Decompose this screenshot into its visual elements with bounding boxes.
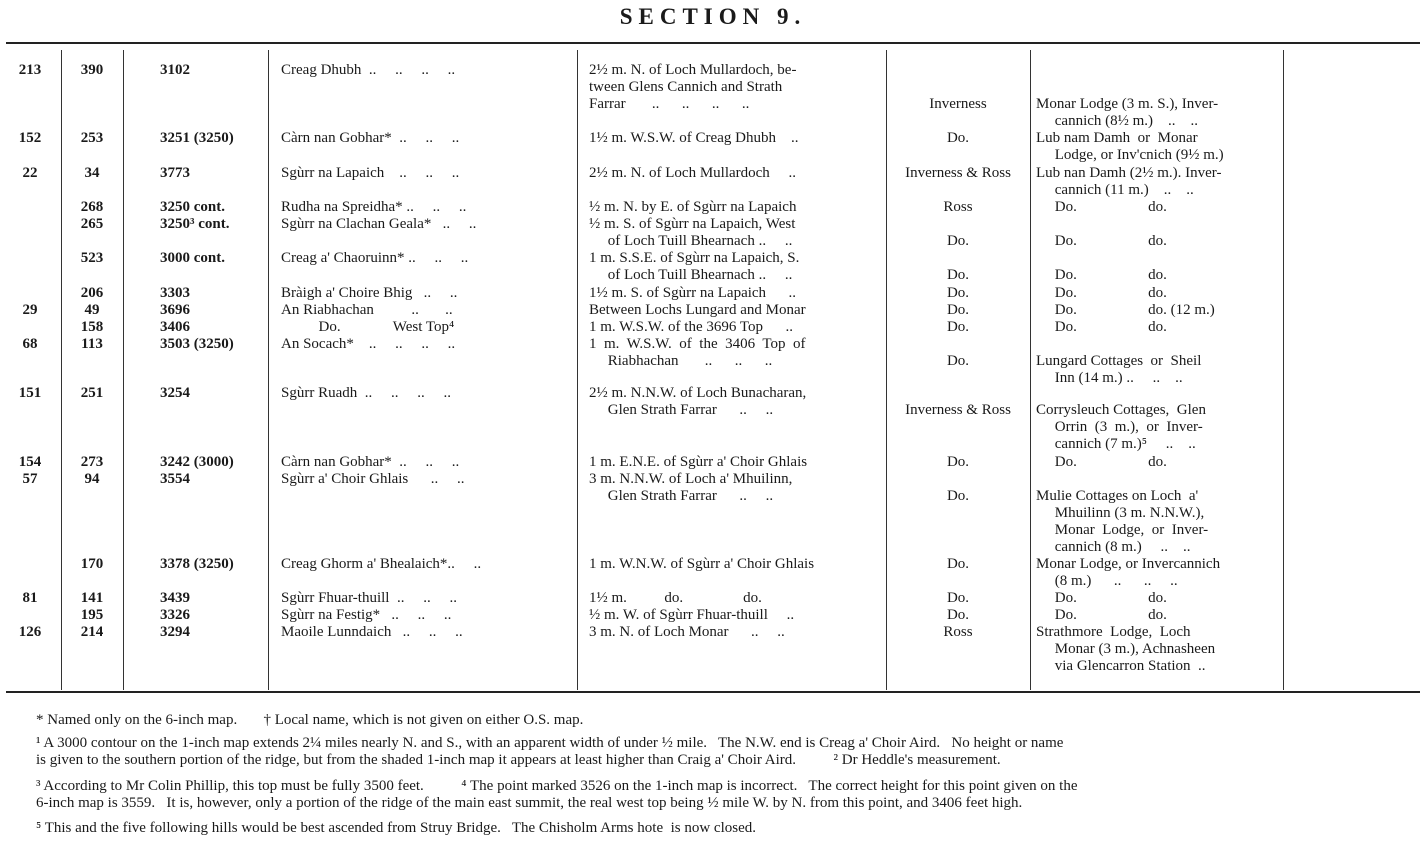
order-number: 113 [81, 336, 103, 352]
order-number: 141 [80, 590, 104, 606]
position-line: Glen Strath Farrar .. .. [589, 488, 774, 504]
height: 3000 cont. [160, 250, 225, 266]
order-number: 390 [80, 62, 104, 78]
section-number: 68 [22, 336, 38, 352]
county: Do. [946, 267, 970, 283]
county: Do. [946, 319, 970, 335]
order-number: 195 [80, 607, 104, 623]
height: 3102 [160, 62, 190, 78]
county: Do. [946, 233, 970, 249]
county: Do. [946, 130, 970, 146]
hill-name: Sgùrr na Lapaich .. .. .. [281, 165, 460, 181]
ascent-base-line: cannich (11 m.) .. .. [1036, 182, 1194, 198]
height: 3250 cont. [160, 199, 225, 215]
county: Do. [946, 556, 970, 572]
position-line: 1½ m. S. of Sgùrr na Lapaich .. [589, 285, 797, 301]
footnote: 6-inch map is 3559. It is, however, only a portion of the ridge of the main east summit, the real west top being ½ mile W. by N. from this point, and 3406 feet high. [36, 795, 1023, 811]
height: 3378 (3250) [160, 556, 234, 572]
position-line: 2½ m. N.N.W. of Loch Bunacharan, [589, 385, 807, 401]
height: 3773 [160, 165, 190, 181]
height: 3294 [160, 624, 190, 640]
hill-name: Sgùrr Fhuar-thuill .. .. .. [281, 590, 457, 606]
hill-name: Creag Ghorm a' Bhealaich*.. .. [281, 556, 482, 572]
position-line: 1½ m. do. do. [589, 590, 762, 606]
position-line: ½ m. N. by E. of Sgùrr na Lapaich [589, 199, 797, 215]
footnote: is given to the southern portion of the ridge, but from the shaded 1-inch map it appears at least higher than Craig a' Choir Aird. ² Dr Heddle's measurement. [36, 752, 1001, 768]
section-number: 126 [18, 624, 42, 640]
county: Ross [943, 624, 973, 640]
height: 3554 [160, 471, 190, 487]
order-number: 251 [80, 385, 104, 401]
position-line: of Loch Tuill Bhearnach .. .. [589, 267, 793, 283]
hill-name: Creag a' Chaoruinn* .. .. .. [281, 250, 469, 266]
position-line: 1 m. S.S.E. of Sgùrr na Lapaich, S. [589, 250, 800, 266]
section-number: 22 [22, 165, 38, 181]
section-number: 57 [22, 471, 38, 487]
ascent-base-line: Lub nam Damh or Monar [1036, 130, 1198, 146]
footnote: ³ According to Mr Colin Phillip, this top must be fully 3500 feet. ⁴ The point marked 3526 on the 1-inch map is incorrect. The correct height for this point given on the [36, 778, 1078, 794]
county: Do. [946, 302, 970, 318]
column-separator [1283, 50, 1284, 690]
height: 3250³ cont. [160, 216, 230, 232]
county: Inverness & Ross [905, 402, 1011, 418]
hill-name: Creag Dhubh .. .. .. .. [281, 62, 456, 78]
height: 3406 [160, 319, 190, 335]
hill-name: An Socach* .. .. .. .. [281, 336, 456, 352]
ascent-base-line: Do. do. [1036, 590, 1167, 606]
order-number: 265 [80, 216, 104, 232]
position-line: 1 m. E.N.E. of Sgùrr a' Choir Ghlais [589, 454, 808, 470]
height: 3503 (3250) [160, 336, 234, 352]
top-rule [6, 42, 1420, 44]
section-number: 152 [18, 130, 42, 146]
hill-name: Do. West Top⁴ [281, 319, 455, 335]
position-line: 1 m. W.S.W. of the 3406 Top of [589, 336, 806, 352]
ascent-base-line: cannich (7 m.)⁵ .. .. [1036, 436, 1196, 452]
order-number: 94 [84, 471, 100, 487]
position-line: 1½ m. W.S.W. of Creag Dhubh .. [589, 130, 799, 146]
ascent-base-line: Do. do. [1036, 267, 1167, 283]
column-separator [1030, 50, 1031, 690]
footnote: * Named only on the 6-inch map. † Local name, which is not given on either O.S. map. [36, 712, 584, 728]
order-number: 523 [80, 250, 104, 266]
ascent-base-line: Do. do. [1036, 199, 1167, 215]
county: Do. [946, 488, 970, 504]
footnote: ⁵ This and the five following hills would be best ascended from Struy Bridge. The Chisholm Arms hote is now closed. [36, 820, 757, 836]
order-number: 49 [84, 302, 100, 318]
section-number: 151 [18, 385, 42, 401]
ascent-base-line: Do. do. (12 m.) [1036, 302, 1215, 318]
height: 3303 [160, 285, 190, 301]
county: Do. [946, 590, 970, 606]
position-line: 1 m. W.S.W. of the 3696 Top .. [589, 319, 793, 335]
county: Inverness & Ross [905, 165, 1011, 181]
ascent-base-line: Do. do. [1036, 454, 1167, 470]
height: 3439 [160, 590, 190, 606]
height: 3242 (3000) [160, 454, 234, 470]
position-line: 2½ m. N. of Loch Mullardoch, be- [589, 62, 797, 78]
position-line: of Loch Tuill Bhearnach .. .. [589, 233, 793, 249]
order-number: 253 [80, 130, 104, 146]
position-line: Glen Strath Farrar .. .. [589, 402, 774, 418]
ascent-base-line: Monar Lodge (3 m. S.), Inver- [1036, 96, 1219, 112]
position-line: 1 m. W.N.W. of Sgùrr a' Choir Ghlais [589, 556, 815, 572]
position-line: Riabhachan .. .. .. [589, 353, 773, 369]
section-number: 29 [22, 302, 38, 318]
column-separator [123, 50, 124, 690]
hill-name: Sgùrr Ruadh .. .. .. .. [281, 385, 451, 401]
height: 3326 [160, 607, 190, 623]
ascent-base-line: (8 m.) .. .. .. [1036, 573, 1178, 589]
ascent-base-line: Do. do. [1036, 233, 1167, 249]
position-line: 3 m. N. of Loch Monar .. .. [589, 624, 785, 640]
position-line: Farrar .. .. .. .. [589, 96, 750, 112]
column-separator [886, 50, 887, 690]
county: Do. [946, 454, 970, 470]
position-line: tween Glens Cannich and Strath [589, 79, 783, 95]
ascent-base-line: cannich (8½ m.) .. .. [1036, 113, 1199, 129]
section-number: 154 [18, 454, 42, 470]
height: 3251 (3250) [160, 130, 234, 146]
ascent-base-line: Do. do. [1036, 285, 1167, 301]
order-number: 170 [80, 556, 104, 572]
ascent-base-line: Lungard Cottages or Sheil [1036, 353, 1202, 369]
ascent-base-line: Strathmore Lodge, Loch [1036, 624, 1191, 640]
hill-name: Càrn nan Gobhar* .. .. .. [281, 454, 460, 470]
order-number: 34 [84, 165, 100, 181]
section-number: 213 [18, 62, 42, 78]
ascent-base-line: Monar Lodge, or Invercannich [1036, 556, 1221, 572]
ascent-base-line: Lub nan Damh (2½ m.). Inver- [1036, 165, 1222, 181]
hill-name: An Riabhachan .. .. [281, 302, 453, 318]
section-number: 81 [22, 590, 38, 606]
ascent-base-line: Monar (3 m.), Achnasheen [1036, 641, 1216, 657]
ascent-base-line: Mhuilinn (3 m. N.N.W.), [1036, 505, 1205, 521]
ascent-base-line: Lodge, or Inv'cnich (9½ m.) [1036, 147, 1224, 163]
order-number: 273 [80, 454, 104, 470]
hill-name: Rudha na Spreidha* .. .. .. [281, 199, 467, 215]
position-line: 2½ m. N. of Loch Mullardoch .. [589, 165, 797, 181]
county: Inverness [929, 96, 987, 112]
ascent-base-line: Do. do. [1036, 319, 1167, 335]
order-number: 158 [80, 319, 104, 335]
ascent-base-line: Do. do. [1036, 607, 1167, 623]
order-number: 268 [80, 199, 104, 215]
order-number: 206 [80, 285, 104, 301]
ascent-base-line: Corrysleuch Cottages, Glen [1036, 402, 1206, 418]
county: Do. [946, 285, 970, 301]
county: Ross [943, 199, 973, 215]
position-line: ½ m. W. of Sgùrr Fhuar-thuill .. [589, 607, 795, 623]
ascent-base-line: via Glencarron Station .. [1036, 658, 1206, 674]
hill-name: Càrn nan Gobhar* .. .. .. [281, 130, 460, 146]
ascent-base-line: Mulie Cottages on Loch a' [1036, 488, 1199, 504]
county: Do. [946, 353, 970, 369]
hill-name: Bràigh a' Choire Bhig .. .. [281, 285, 458, 301]
height: 3254 [160, 385, 190, 401]
column-separator [577, 50, 578, 690]
position-line: Between Lochs Lungard and Monar [589, 302, 806, 318]
bottom-rule [6, 691, 1420, 693]
ascent-base-line: Orrin (3 m.), or Inver- [1036, 419, 1203, 435]
ascent-base-line: cannich (8 m.) .. .. [1036, 539, 1191, 555]
position-line: ½ m. S. of Sgùrr na Lapaich, West [589, 216, 796, 232]
ascent-base-line: Inn (14 m.) .. .. .. [1036, 370, 1183, 386]
hill-name: Sgùrr na Clachan Geala* .. .. [281, 216, 477, 232]
position-line: 3 m. N.N.W. of Loch a' Mhuilinn, [589, 471, 793, 487]
page-title: SECTION 9. [619, 4, 807, 29]
ascent-base-line: Monar Lodge, or Inver- [1036, 522, 1209, 538]
hill-name: Maoile Lunndaich .. .. .. [281, 624, 463, 640]
county: Do. [946, 607, 970, 623]
hill-name: Sgùrr na Festig* .. .. .. [281, 607, 452, 623]
order-number: 214 [80, 624, 104, 640]
column-separator [61, 50, 62, 690]
height: 3696 [160, 302, 190, 318]
hill-name: Sgùrr a' Choir Ghlais .. .. [281, 471, 465, 487]
footnote: ¹ A 3000 contour on the 1-inch map extends 2¼ miles nearly N. and S., with an apparent width of under ½ mile. The N.W. end is Creag a' Choir Aird. No height or name [36, 735, 1064, 751]
